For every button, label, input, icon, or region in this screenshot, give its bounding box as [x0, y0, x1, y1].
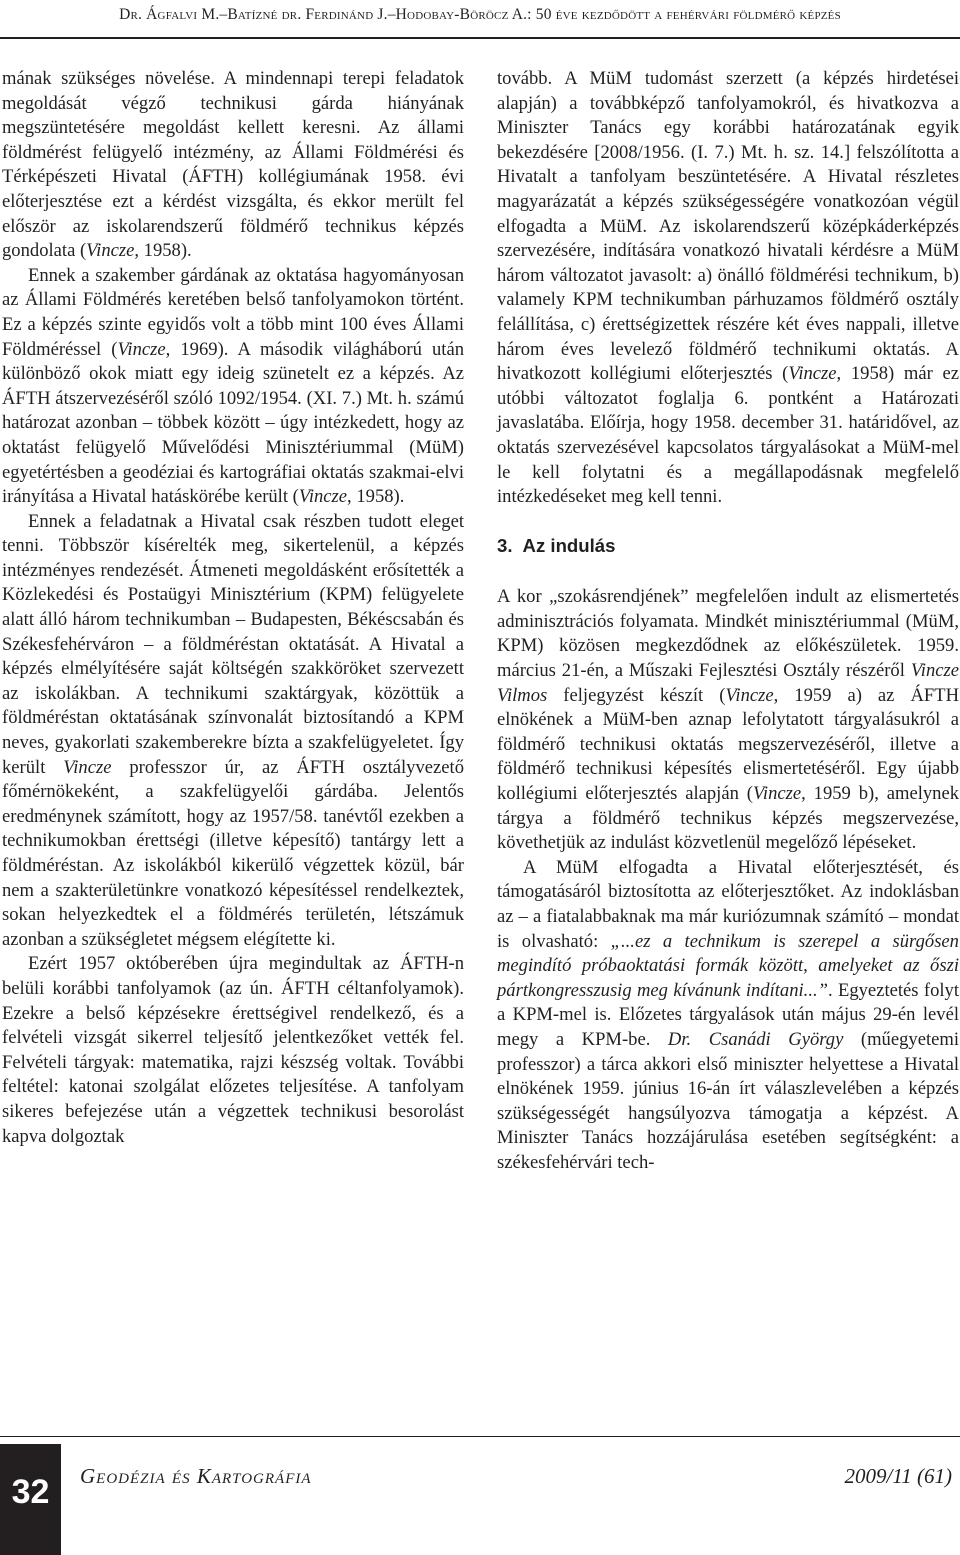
paragraph [2, 264, 464, 510]
quotation: „...ez a technikum is szerepel a sürgősen megindító próbaoktatási formák között, amelyeket az őszi pártkongresszusig meg kívánunk indítani...” [497, 930, 959, 1001]
paragraph [497, 585, 959, 856]
text-run: A kor „szokásrendjének” megfelelően indult az elismertetés adminisztrációs folyamata. Mindkét minisztériummal (MüM, KPM) közösen megkezdődnek az előkészületek. 1959. március 21-én, a Műszaki Fejlesztési Osztály részéről [497, 586, 959, 682]
section-number: 3. [497, 534, 513, 556]
text-run: , 1958). [347, 486, 405, 508]
paragraph [497, 67, 959, 510]
paragraph [2, 67, 464, 264]
paragraph [497, 856, 959, 1176]
journal-title-text: Geodézia és Kartográfia [80, 1464, 312, 1488]
running-header [0, 6, 960, 24]
header-rule [0, 37, 960, 39]
citation-author: Vincze [86, 240, 135, 262]
text-run: , 1959 b), amelynek tárgya a földmérő technikus képzés megszervezése, követhetjük az indulást közvetlenül megelőző lépéseket. [497, 783, 960, 854]
right-column [497, 67, 959, 1176]
journal-title [80, 1464, 312, 1489]
text-run: , 1958) már ez utóbbi változatot foglalja 6. pontként a Határozati javaslatába. Előírja, hogy 1958. december 31. határidővel, az oktatás szervezésével kapcsolatos tárgyalásokat a MüM-mel le kell folytatni és a megállapodásnak megfelelő intézkedéseket meg kell tenni. [497, 363, 960, 508]
section-heading [497, 534, 959, 559]
citation-author: Vincze [117, 338, 166, 360]
text-run: Ennek a feladatnak a Hivatal csak részben tudott eleget tenni. Többször kísérelték meg, sikertelenül, a képzés intézményes rendezését. Átmeneti megoldásként erősítették a Közlekedési és Postaügyi Minisztérium (KPM) felügyelete alatt álló három technikumban – Budapesten, Békéscsabán és Székesfehérváron – a földméréstan oktatását. A Hivatal a képzés elmélyítésére saját költségén szakköröket szervezett az iskolákban. A technikumi szaktárgyak, közöttük a földméréstan oktatásának színvonalát biztosítandó a KPM neves, gyakorlati szakemberekre bízta a szakfelügyeletet. Így került [2, 510, 464, 778]
text-run: (műegyetemi professzor) a tárca akkori első miniszter helyettese a Hivatal elnökének 1959. június 16-án írt válaszlevelében a képzés szükségességét hangsúlyozva támogatja a képzést. A Miniszter Tanács hozzájárulása esetében segítségként: a székesfehérvári tech- [497, 1028, 959, 1173]
text-run: mának szükséges növelése. A mindennapi terepi feladatok megoldását végző technikusi gárda hiányának megszüntetésére megoldást kellett keresni. Az állami földmérést felügyelő intézmény, az Állami Földmérési és Térképészeti Hivatal (ÁFTH) kollégiumának 1958. évi előterjesztése ezt a kérdést vizsgálta, és ekkor merült fel először az iskolarendszerű földmérő technikus képzés gondolata ( [2, 68, 464, 262]
citation-author: Vincze [752, 783, 802, 805]
paragraph: Ezért 1957 októberében újra megindultak az ÁFTH-n belüli korábbi tanfolyamok (az ún. ÁFTH céltanfolyamok). Ezekre a belső képzésekre érettségivel rendelkező, és a felvételi vizsgát sikerrel teljesítő jelentkezőket vették fel. Felvételi tárgyak: matematika, rajzi készség voltak. További feltétel: katonai szolgálat előzetes teljesítése. A tanfolyam sikeres befejezése után a végzettek technikusi besorolást kapva dolgoztak [2, 953, 464, 1147]
citation-author: Vincze [788, 363, 837, 385]
section-title: Az indulás [522, 534, 616, 556]
person-name: Dr. Csanádi György [667, 1028, 844, 1050]
text-run: Ennek a szakember gárdának az oktatása hagyományosan az Állami Földmérés keretében belső tanfolyamokon történt. Ez a képzés szinte egyidős volt a több mint 100 éves Állami Földméréssel ( [2, 264, 464, 360]
text-run: professzor úr, az ÁFTH osztályvezető főmérnökeként, a szakfelügyelői gárdába. Jelentős eredménynek számított, hogy az 1957/58. tanévtől ezekben a technikumokban érettségi (illetve képesítő) tantárgy lett a földméréstan. Az iskolákból kikerülő végzettek közül, bár nem a szakterületünkre vonatkozó képesítéssel rendelkeztek, sokan helyezkedtek el a földmérés területén, létszámuk azonban a szükségletet mégsem elégítette ki. [2, 756, 464, 950]
person-name: Vincze Vilmos [497, 660, 959, 706]
footer-rule [0, 1436, 960, 1437]
text-run: , 1958). [134, 240, 192, 262]
running-header-text: Dr. Ágfalvi M.–Batízné dr. Ferdinánd J.–Hodobay-Böröcz A.: 50 éve kezdődött a fehérvári földmérő képzés [119, 6, 841, 23]
text-run: . Egyeztetés folyt a KPM-mel is. Előzetes tárgyalások után május 29-én levél megy a KPM-be. [497, 979, 959, 1050]
text-run: , 1959 a) az ÁFTH elnökének a MüM-ben aznap lefolytatott tárgyalásukról a földmérő technikusi oktatás megszervezéséről, illetve a földmérő technikusi képesítés elismertetéséről. Egy újabb kollégiumi előterjesztés alapján ( [497, 684, 959, 805]
page-number: 32 [0, 1444, 61, 1555]
person-name: Vincze [63, 756, 112, 778]
left-column [2, 67, 464, 1149]
text-run: tovább. A MüM tudomást szerzett (a képzés hirdetései alapján) a továbbképző tanfolyamokról, és hivatkozva a Miniszter Tanács egy korábbi határozatának egyik bekezdésére [2008/1956. (I. 7.) Mt. h. sz. 14.] felszólította a Hivatalt a tanfolyam beszüntetésére. A Hivatal részletes magyarázatát a képzés szükségességére vonatkozóan végül elfogadta a MüM. Az iskolarendszerű középkáderképzés szervezésére, indítására vonatkozó hivatali kérdésre a MüM három változatot javasolt: a) önálló földmérési technikum, b) valamely KPM technikumban párhuzamos földmérő osztály felállítása, c) érettségizettek részére két éves nappali, illetve három éves levelező földmérő technikumi oktatás. A hivatkozott kollégiumi előterjesztés ( [497, 68, 959, 385]
citation-author: Vincze [298, 486, 348, 508]
text-run: , 1969). A második világháború után különböző okok miatt egy ideig szünetelt ez a képzés. Az ÁFTH átszervezéséről szóló 1092/1954. (XI. 7.) Mt. h. számú határozat azonban – többek között – úgy intézkedett, hogy az oktatást felügyelő Művelődési Minisztériummal (MüM) egyetértésben a geodéziai és kartográfiai oktatás szakmai-elvi irányítása a Hivatal hatáskörébe került ( [2, 338, 465, 508]
text-run: feljegyzést készít ( [547, 684, 726, 706]
journal-issue: 2009/11 (61) [844, 1464, 952, 1488]
text-run: A MüM elfogadta a Hivatal előterjesztését, és támogatásáról biztosította az előterjesztőket. Az indoklásban az – a fiatalabbaknak ma már kuriózumnak számító – mondat is olvasható: [497, 856, 959, 952]
paragraph [2, 510, 464, 953]
citation-author: Vincze [725, 684, 774, 706]
